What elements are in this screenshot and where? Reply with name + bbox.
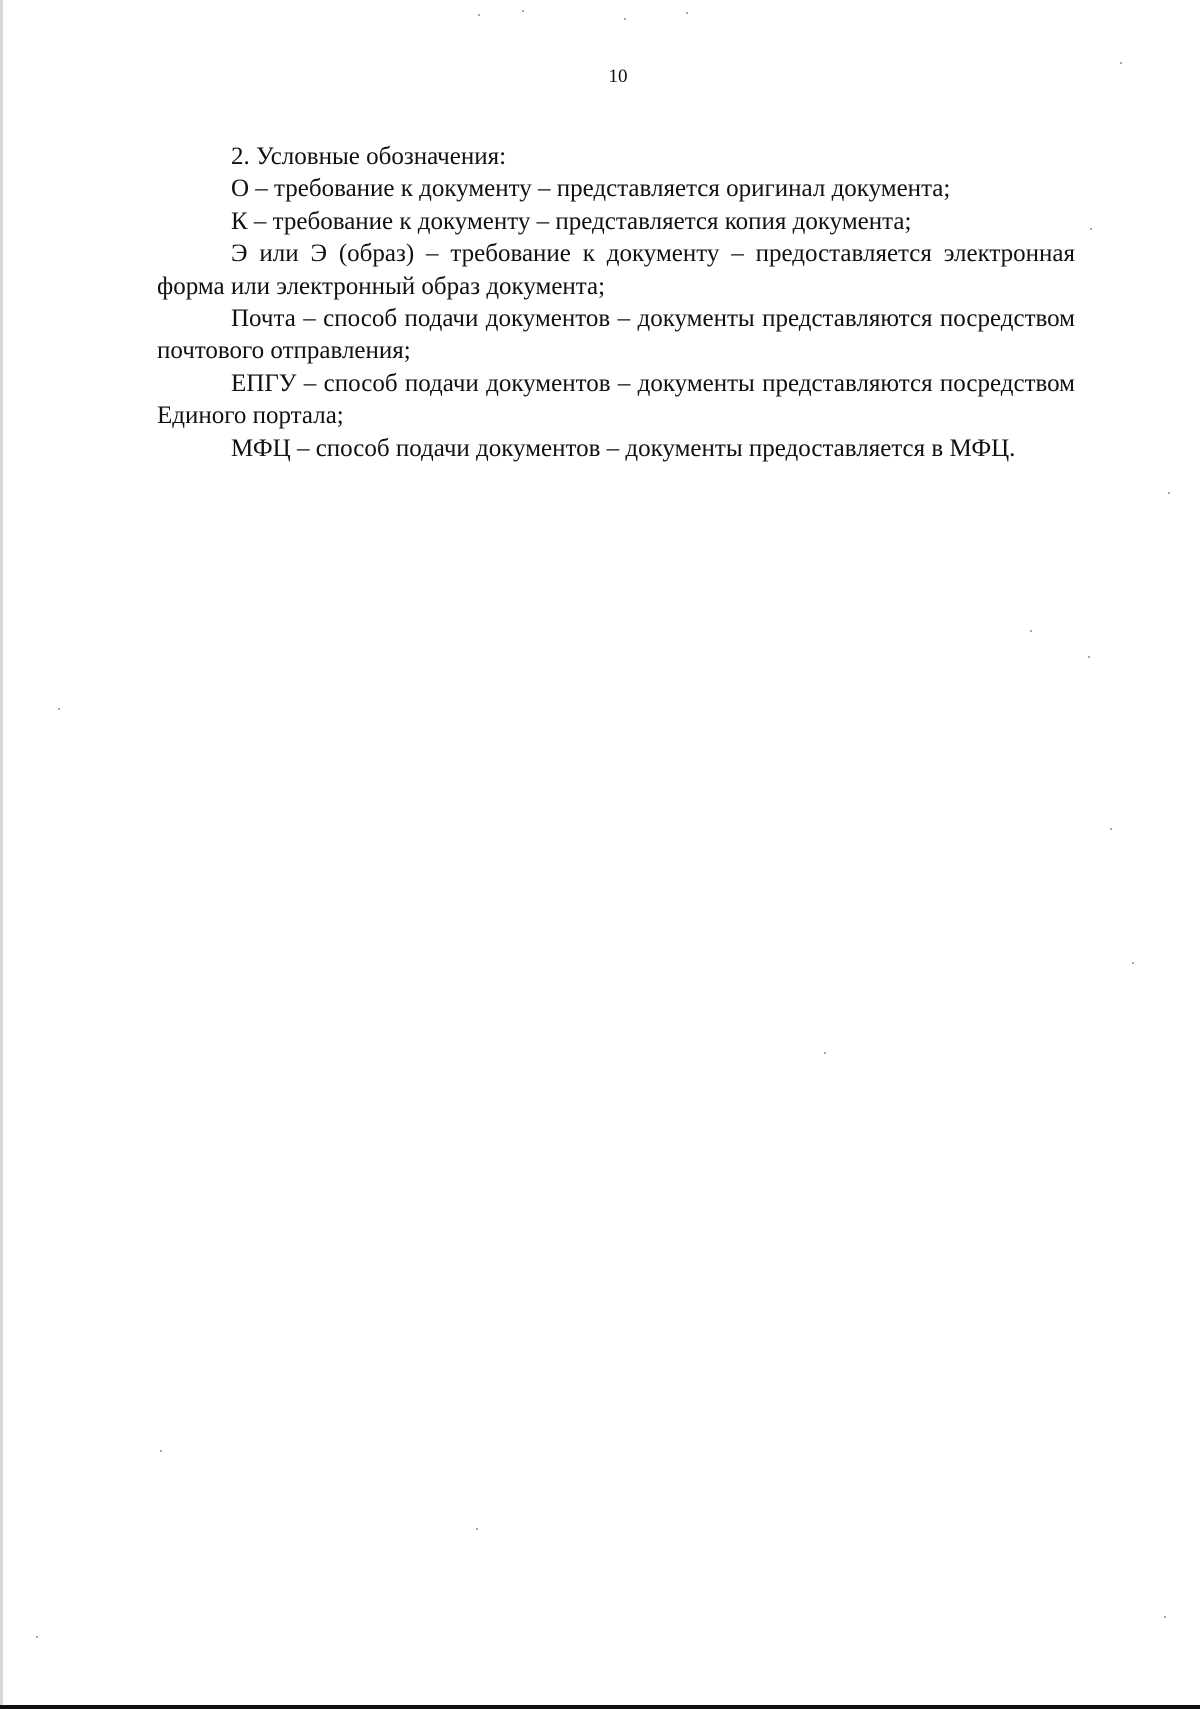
scan-speck: [1168, 492, 1170, 494]
legend-item-electronic: Э или Э (образ) – требование к документу – предоставляется электронная форма или электронный образ документа;: [157, 240, 1075, 300]
scan-speck: [824, 1052, 826, 1054]
legend-item-epgu: ЕПГУ – способ подачи документов – документы представляются посредством Единого портала;: [157, 369, 1075, 430]
scan-speck: [478, 14, 480, 16]
legend-item-copy: К – требование к документу – представляется копия документа;: [231, 207, 912, 235]
legend-item-mfc: МФЦ – способ подачи документов – документы предоставляется в МФЦ.: [231, 434, 1016, 462]
page-number: 10: [608, 66, 628, 87]
scan-edge-bottom: [0, 1705, 1200, 1709]
scan-speck: [160, 1450, 162, 1452]
scan-speck: [1132, 962, 1134, 964]
legend-item-mail: Почта – способ подачи документов – документы представляются посредством почтового отправления;: [157, 305, 1075, 365]
scan-speck: [1090, 228, 1092, 230]
scan-speck: [36, 1636, 38, 1638]
scan-speck: [522, 10, 524, 12]
legend-item-original: О – требование к документу – представляется оригинал документа;: [231, 175, 951, 203]
scan-speck: [476, 1528, 478, 1530]
scan-speck: [624, 18, 626, 20]
scan-speck: [1120, 62, 1122, 64]
legend-section: [157, 141, 1075, 465]
section-heading: 2. Условные обозначения:: [231, 143, 507, 170]
scan-speck: [1088, 656, 1090, 658]
scan-speck: [686, 12, 688, 14]
scan-speck: [1110, 828, 1112, 830]
scan-speck: [58, 708, 60, 710]
scan-edge-left: [0, 0, 3, 1709]
scan-speck: [1164, 1616, 1166, 1618]
scan-speck: [1030, 630, 1032, 632]
